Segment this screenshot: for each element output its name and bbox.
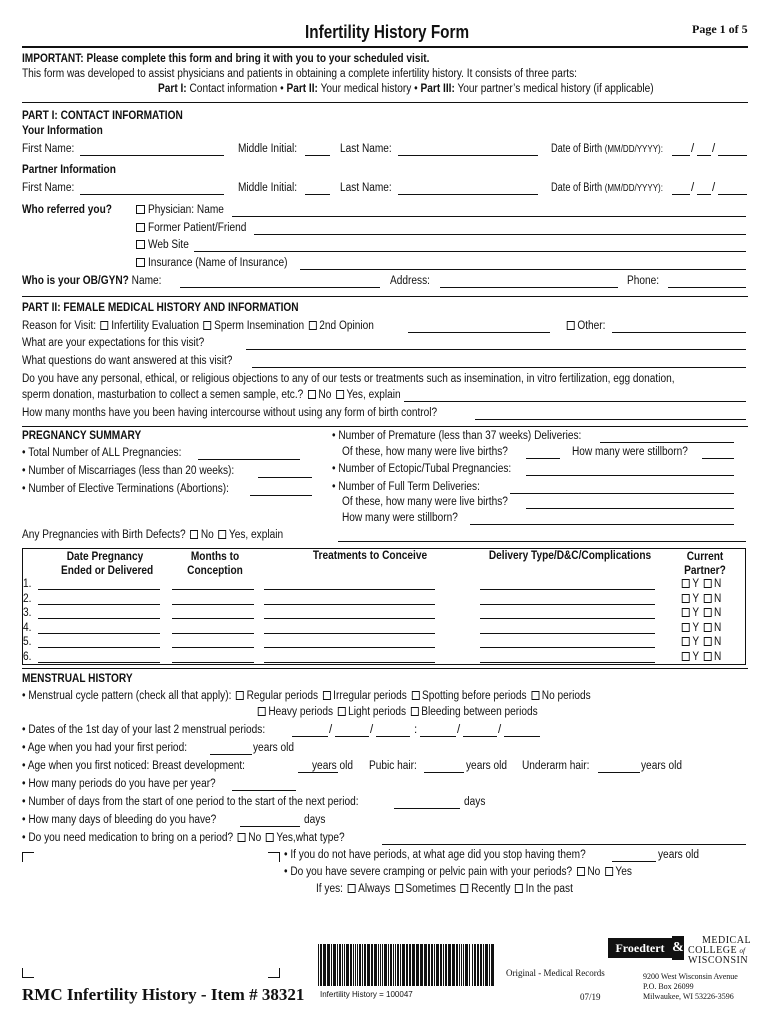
date-field[interactable] (38, 604, 160, 605)
months-field[interactable] (172, 589, 254, 590)
barcode-bar (443, 944, 444, 986)
dob-slash: / (691, 143, 695, 155)
checkbox[interactable] (136, 258, 145, 267)
stillborn-2-label: How many were stillborn? (342, 512, 458, 524)
barcode-bar (346, 944, 349, 986)
barcode-text: Infertility History = 100047 (320, 990, 413, 999)
checkbox-n[interactable] (703, 652, 711, 661)
checkbox-insemination[interactable] (204, 321, 212, 330)
barcode-bar (477, 944, 479, 986)
date-field[interactable] (38, 647, 160, 648)
important-note: IMPORTANT: Please complete this form and bring it with you to your scheduled visit. (22, 53, 430, 65)
barcode-bar (409, 944, 411, 986)
ref-option-friend[interactable]: Former Patient/Friend (134, 222, 260, 234)
ectopic-label: • Number of Ectopic/Tubal Pregnancies: (332, 463, 512, 475)
expectations-field[interactable] (246, 349, 746, 350)
barcode-bar (485, 944, 488, 986)
days-between-field[interactable] (394, 808, 460, 809)
barcode-bar (428, 944, 430, 986)
days-unit: days (304, 814, 326, 826)
months-field[interactable] (172, 647, 254, 648)
checkbox-yes[interactable] (218, 530, 226, 539)
fullterm-field[interactable] (510, 493, 734, 494)
checkbox-infertility[interactable] (101, 321, 109, 330)
row-number: 5. (23, 636, 32, 649)
col-months-header: Months to Conception (187, 551, 243, 577)
cramping-row: • Do you have severe cramping or pelvic pain with your periods? No Yes (284, 866, 632, 878)
months-field[interactable] (475, 419, 746, 420)
expectations-label: What are your expectations for this visit? (22, 337, 205, 349)
barcode-bar (400, 944, 401, 986)
barcode-bar (393, 944, 394, 986)
live-births-2-field[interactable] (526, 508, 734, 509)
other-reason-field[interactable] (612, 332, 746, 333)
stillborn-1-field[interactable] (702, 458, 734, 459)
date-field[interactable] (38, 589, 160, 590)
partner-yn: Y N (680, 593, 721, 605)
first-name-field[interactable] (80, 155, 224, 156)
checkbox-n[interactable] (703, 608, 711, 617)
years-old: years old (253, 742, 295, 754)
pubic-field[interactable] (424, 772, 464, 773)
barcode-bar (327, 944, 330, 986)
barcode-bar (424, 944, 427, 986)
barcode-bar (364, 944, 366, 986)
barcode-bar (416, 944, 419, 986)
barcode (318, 944, 496, 986)
partner-dob-year-field[interactable] (718, 194, 747, 195)
checkbox-spotting[interactable] (411, 691, 419, 700)
checkbox[interactable] (136, 223, 145, 232)
page-number: Page 1 of 5 (692, 22, 748, 36)
no-periods-label: • If you do not have periods, at what age did you stop having them? (284, 849, 586, 861)
elective-label: • Number of Elective Terminations (Abortions): (22, 483, 229, 495)
checkbox-n[interactable] (703, 594, 711, 603)
checkbox-heavy[interactable] (258, 707, 266, 716)
revision-date: 07/19 (580, 992, 601, 1002)
partner-yn: Y N (680, 607, 721, 619)
treatments-field[interactable] (264, 662, 435, 663)
barcode-bar (397, 944, 399, 986)
barcode-bar (333, 944, 336, 986)
row-number: 6. (23, 651, 32, 663)
obgyn-phone-field[interactable] (668, 287, 746, 288)
checkbox-n[interactable] (703, 579, 711, 588)
years-old: years old (658, 849, 700, 861)
checkbox-yes[interactable] (336, 390, 344, 399)
months-label: How many months have you been having intercourse without using any form of birth control? (22, 407, 438, 419)
checkbox-in-past[interactable] (515, 884, 523, 893)
partner-middle-initial-field[interactable] (305, 194, 330, 195)
phone-label: Phone: (627, 275, 660, 287)
mcw-logo: MEDICAL COLLEGE of WISCONSIN (688, 935, 752, 966)
date1-month-field[interactable] (292, 736, 328, 737)
ref-option-physician[interactable]: Physician: Name (134, 204, 234, 216)
barcode-bar (355, 944, 356, 986)
barcode-bar (353, 944, 354, 986)
barcode-bar (431, 944, 433, 986)
registration-mark (268, 968, 280, 978)
partner-first-name-label: First Name: (22, 182, 75, 194)
barcode-bar (406, 944, 408, 986)
froedtert-logo: Froedtert (608, 938, 672, 958)
friend-field[interactable] (254, 234, 746, 235)
barcode-bar (463, 944, 464, 986)
delivery-field[interactable] (480, 647, 655, 648)
treatments-field[interactable] (264, 633, 435, 634)
partner-middle-initial-label: Middle Initial: (238, 182, 298, 194)
checkbox-other[interactable] (567, 321, 575, 330)
date2-year-field[interactable] (504, 736, 540, 737)
checkbox-y[interactable] (682, 579, 690, 588)
physician-name-field[interactable] (232, 216, 746, 217)
miscarriages-field[interactable] (258, 477, 312, 478)
checkbox-no[interactable] (238, 833, 246, 842)
barcode-bar (459, 944, 460, 986)
barcode-bar (380, 944, 381, 986)
pregnancy-summary-heading: PREGNANCY SUMMARY (22, 430, 142, 442)
original-note: Original - Medical Records (506, 968, 605, 978)
date-field[interactable] (38, 633, 160, 634)
row-number: 2. (23, 592, 32, 605)
questions-field[interactable] (252, 367, 746, 368)
checkbox-y[interactable] (682, 623, 690, 632)
barcode-bar (412, 944, 415, 986)
breast-dev-field[interactable] (298, 772, 338, 773)
checkbox-y[interactable] (682, 652, 690, 661)
last-name-label: Last Name: (340, 143, 392, 155)
partner-info-heading: Partner Information (22, 164, 116, 176)
insurance-field[interactable] (300, 269, 746, 270)
dob-slash: / (691, 182, 695, 194)
barcode-bar (491, 944, 494, 986)
noticed-label: • Age when you first noticed: Breast development: (22, 760, 245, 772)
checkbox-n[interactable] (703, 623, 711, 632)
partner-last-name-field[interactable] (398, 194, 538, 195)
checkbox[interactable] (136, 240, 145, 249)
col-date-header: Date Pregnancy Ended or Delivered (61, 551, 154, 577)
col-partner-header: Current Partner? (684, 551, 726, 577)
barcode-bar (337, 944, 338, 986)
barcode-bar (378, 944, 379, 986)
barcode-bar (448, 944, 451, 986)
treatments-field[interactable] (264, 589, 435, 590)
date2-day-field[interactable] (463, 736, 497, 737)
barcode-bar (402, 944, 405, 986)
checkbox-y[interactable] (682, 594, 690, 603)
barcode-bar (374, 944, 377, 986)
first-name-label: First Name: (22, 143, 75, 155)
stop-age-field[interactable] (612, 861, 656, 862)
barcode-bar (474, 944, 476, 986)
barcode-bar (452, 944, 455, 986)
checkbox-regular[interactable] (236, 691, 244, 700)
months-field[interactable] (172, 633, 254, 634)
bleeding-field[interactable] (240, 826, 300, 827)
row-number: 3. (23, 607, 32, 620)
registration-mark (22, 968, 34, 978)
barcode-bar (371, 944, 373, 986)
barcode-bar (390, 944, 392, 986)
barcode-bar (350, 944, 352, 986)
pubic-label: Pubic hair: (369, 760, 417, 772)
menstrual-heading: MENSTRUAL HISTORY (22, 673, 133, 685)
form-title: Infertility History Form (305, 22, 470, 42)
objections-explain-field[interactable] (404, 401, 746, 402)
partner-last-name-label: Last Name: (340, 182, 392, 194)
last-name-field[interactable] (398, 155, 538, 156)
col-delivery-header: Delivery Type/D&C/Complications (488, 550, 652, 562)
barcode-bar (367, 944, 370, 986)
ampersand: & (672, 936, 684, 960)
checkbox-no[interactable] (308, 390, 316, 399)
partner-yn: Y N (680, 578, 721, 590)
years-old: years old (312, 760, 354, 772)
dob-slash: / (712, 143, 716, 155)
partner-dob-label: Date of Birth (MM/DD/YYYY): (551, 182, 663, 194)
birth-defects-field[interactable] (338, 541, 746, 542)
slash: / (370, 724, 374, 736)
address-label: Address: (390, 275, 430, 287)
checkbox-recently[interactable] (461, 884, 469, 893)
checkbox-y[interactable] (682, 608, 690, 617)
website-field[interactable] (194, 251, 746, 252)
barcode-bar (469, 944, 470, 986)
checkbox-irregular[interactable] (323, 691, 331, 700)
barcode-bar (357, 944, 358, 986)
barcode-bar (359, 944, 361, 986)
intro-parts: Part I: Contact information • Part II: Your medical history • Part III: Your partner’s medical history (if applicable) (158, 83, 654, 95)
dob-day-field[interactable] (697, 155, 711, 156)
date-field[interactable] (38, 618, 160, 619)
months-field[interactable] (172, 662, 254, 663)
slash: / (329, 724, 333, 736)
registration-mark (22, 852, 34, 862)
row-number: 1. (23, 578, 32, 590)
live-births-1-field[interactable] (526, 458, 560, 459)
barcode-bar (320, 944, 322, 986)
delivery-field[interactable] (480, 618, 655, 619)
years-old: years old (641, 760, 683, 772)
miscarriages-label: • Number of Miscarriages (less than 20 weeks): (22, 465, 235, 477)
months-field[interactable] (172, 604, 254, 605)
barcode-bar (456, 944, 458, 986)
delivery-field[interactable] (480, 604, 655, 605)
checkbox-no[interactable] (577, 867, 585, 876)
barcode-bar (436, 944, 439, 986)
your-info-row (22, 143, 747, 159)
item-number: RMC Infertility History - Item # 38321 (22, 985, 305, 1004)
underarm-field[interactable] (598, 772, 640, 773)
dob-month-field[interactable] (672, 155, 690, 156)
date-field[interactable] (38, 662, 160, 663)
obgyn-address-field[interactable] (440, 287, 618, 288)
medication-type-field[interactable] (382, 844, 746, 845)
treatments-field[interactable] (264, 604, 435, 605)
barcode-bar (339, 944, 341, 986)
questions-label: What questions do want answered at this visit? (22, 355, 233, 367)
barcode-bar (465, 944, 468, 986)
first-period-field[interactable] (210, 754, 252, 755)
pattern-row-2: Heavy periods Light periods Bleeding between periods (256, 706, 538, 718)
checkbox-second-opinion[interactable] (309, 321, 317, 330)
slash: / (457, 724, 461, 736)
partner-info-row (22, 182, 747, 198)
per-year-label: • How many periods do you have per year? (22, 778, 216, 790)
obgyn-label: Who is your OB/GYN? Name: (22, 275, 162, 287)
checkbox-between[interactable] (411, 707, 419, 716)
delivery-field[interactable] (480, 633, 655, 634)
barcode-bar (440, 944, 442, 986)
objections-line1: Do you have any personal, ethical, or religious objections to any of our tests or treatments such as insemination, in vitro fertilization, egg donation, (22, 373, 675, 385)
medication-row: • Do you need medication to bring on a period? No Yes,what type? (22, 832, 345, 844)
days-between-label: • Number of days from the start of one period to the start of the next period: (22, 796, 359, 808)
live-births-2-label: Of these, how many were live births? (342, 496, 508, 508)
reason-row: Reason for Visit: Infertility Evaluation Sperm Insemination 2nd Opinion (22, 320, 374, 332)
your-info-heading: Your Information (22, 125, 103, 137)
underarm-label: Underarm hair: (522, 760, 590, 772)
checkbox-y[interactable] (682, 637, 690, 646)
dob-label: Date of Birth (MM/DD/YYYY): (551, 143, 663, 155)
dob-year-field[interactable] (718, 155, 747, 156)
registration-mark (268, 852, 280, 862)
partner-first-name-field[interactable] (80, 194, 224, 195)
stillborn-2-field[interactable] (470, 524, 734, 525)
barcode-bar (489, 944, 490, 986)
address-block: 9200 West Wisconsin Avenue P.O. Box 26099 Milwaukee, WI 53226-3596 (643, 972, 738, 1001)
checkbox-no-periods[interactable] (531, 691, 539, 700)
premature-label: • Number of Premature (less than 37 weeks) Deliveries: (332, 430, 582, 442)
second-opinion-field[interactable] (408, 332, 550, 333)
partner-dob-month-field[interactable] (672, 194, 690, 195)
checkbox-yes[interactable] (266, 833, 274, 842)
treatments-field[interactable] (264, 618, 435, 619)
barcode-bar (382, 944, 383, 986)
obgyn-name-field[interactable] (180, 287, 380, 288)
barcode-bar (461, 944, 462, 986)
checkbox-always[interactable] (348, 884, 356, 893)
intro-description: This form was developed to assist physicians and patients in obtaining a complete infertility history. It consists of three parts: (22, 68, 578, 80)
months-field[interactable] (172, 618, 254, 619)
date1-year-field[interactable] (376, 736, 410, 737)
row-number: 4. (23, 621, 32, 634)
slash: / (498, 724, 502, 736)
barcode-bar (384, 944, 387, 986)
barcode-bar (323, 944, 326, 986)
partner-dob-day-field[interactable] (697, 194, 711, 195)
barcode-bar (445, 944, 447, 986)
barcode-bar (483, 944, 484, 986)
checkbox-sometimes[interactable] (395, 884, 403, 893)
ectopic-field[interactable] (526, 475, 734, 476)
total-pregnancies-label: • Total Number of ALL Pregnancies: (22, 447, 182, 459)
barcode-bar (420, 944, 423, 986)
checkbox-n[interactable] (703, 637, 711, 646)
fullterm-label: • Number of Full Term Deliveries: (332, 481, 480, 493)
checkbox-yes[interactable] (605, 867, 613, 876)
middle-initial-field[interactable] (305, 155, 330, 156)
part2-heading: PART II: FEMALE MEDICAL HISTORY AND INFORMATION (22, 302, 299, 314)
delivery-field[interactable] (480, 662, 655, 663)
froedtert-mcw-logo (608, 935, 752, 966)
barcode-bar (342, 944, 343, 986)
objections-line2: sperm donation, masturbation to collect a semen sample, etc.? No Yes, explain (22, 389, 401, 401)
birth-defects-row: Any Pregnancies with Birth Defects? No Yes, explain (22, 529, 284, 541)
barcode-bar (331, 944, 332, 986)
reason-other: Other: (565, 320, 605, 332)
date1-day-field[interactable] (335, 736, 369, 737)
dates-label: • Dates of the 1st day of your last 2 menstrual periods: (22, 724, 266, 736)
barcode-bar (318, 944, 319, 986)
colon: : (414, 724, 418, 736)
checkbox-no[interactable] (190, 530, 198, 539)
partner-yn: Y N (680, 622, 721, 634)
first-period-label: • Age when you had your first period: (22, 742, 188, 754)
barcode-bar (480, 944, 482, 986)
barcode-bar (395, 944, 396, 986)
partner-yn: Y N (680, 651, 721, 663)
barcode-bar (472, 944, 473, 986)
date2-month-field[interactable] (420, 736, 456, 737)
live-births-1-label: Of these, how many were live births? (342, 446, 508, 458)
years-old: years old (466, 760, 508, 772)
stillborn-1-label: How many were stillborn? (572, 446, 688, 458)
delivery-field[interactable] (480, 589, 655, 590)
dob-slash: / (712, 182, 716, 194)
middle-initial-label: Middle Initial: (238, 143, 298, 155)
elective-field[interactable] (250, 495, 312, 496)
referred-label: Who referred you? (22, 204, 112, 216)
barcode-bar (388, 944, 389, 986)
if-yes-row: If yes: Always Sometimes Recently In the past (316, 883, 573, 895)
barcode-bar (434, 944, 435, 986)
total-pregnancies-field[interactable] (198, 459, 300, 460)
checkbox-light[interactable] (338, 707, 346, 716)
pattern-row-1: • Menstrual cycle pattern (check all that apply): Regular periods Irregular periods Spotting before periods No periods (22, 690, 591, 702)
col-treatments-header: Treatments to Conceive (312, 550, 428, 562)
treatments-field[interactable] (264, 647, 435, 648)
ref-option-insurance[interactable]: Insurance (Name of Insurance) (134, 257, 307, 269)
per-year-field[interactable] (232, 790, 296, 791)
barcode-bar (344, 944, 345, 986)
partner-yn: Y N (680, 636, 721, 648)
premature-field[interactable] (600, 442, 734, 443)
ref-option-website[interactable]: Web Site (134, 239, 194, 251)
barcode-bar (362, 944, 363, 986)
days-unit: days (464, 796, 486, 808)
bleeding-label: • How many days of bleeding do you have? (22, 814, 217, 826)
part1-heading: PART I: CONTACT INFORMATION (22, 110, 183, 122)
checkbox[interactable] (136, 205, 145, 214)
